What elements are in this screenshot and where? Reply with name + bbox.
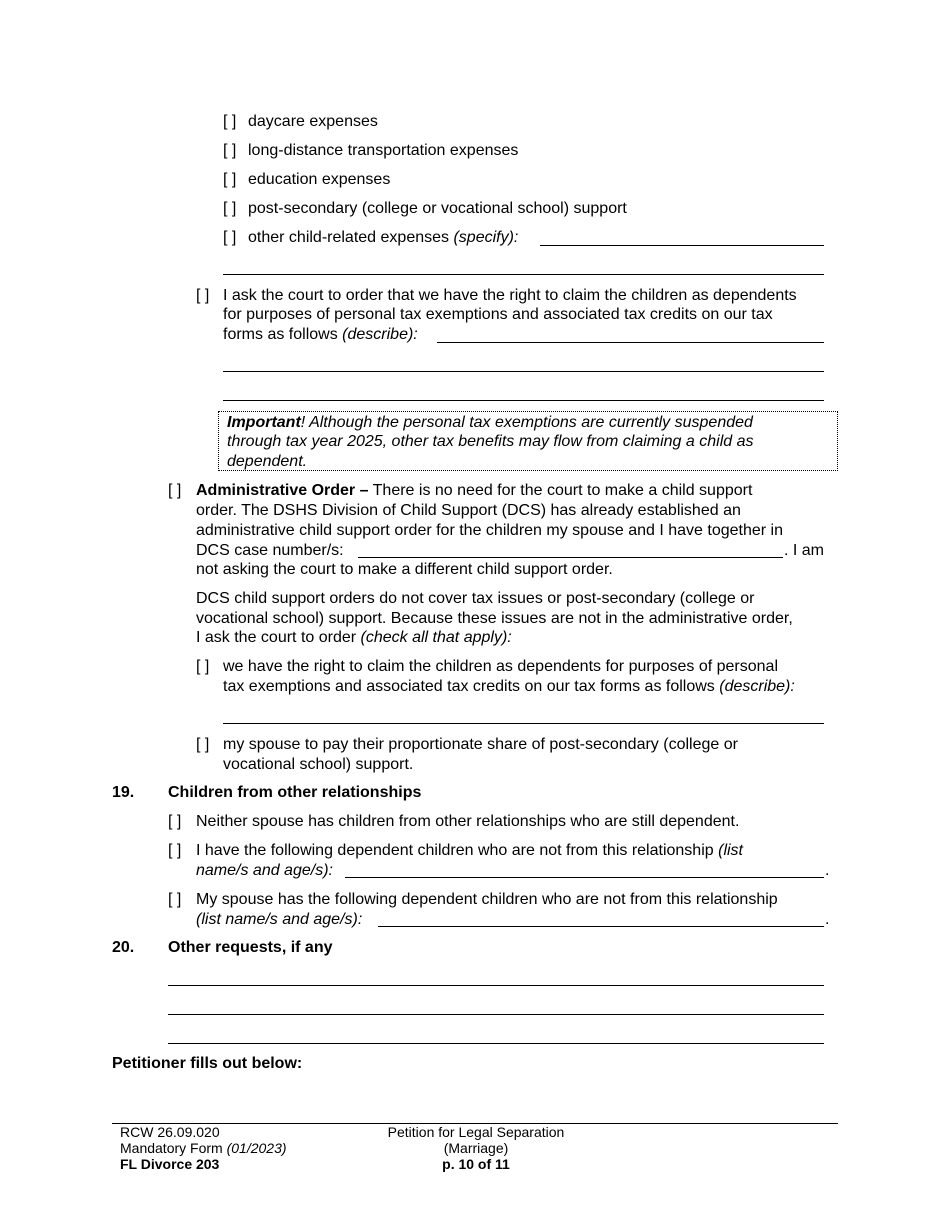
dcs-case-number-label: DCS case number/s: [196, 542, 344, 559]
dcs-para-line-2: vocational school) support. Because these issues are not in the administrative order, [196, 610, 793, 627]
section-20-title: Other requests, if any [168, 939, 333, 956]
daycare-expenses-label: daycare expenses [248, 113, 378, 130]
other-expenses-text: other child-related expenses [248, 229, 450, 246]
tax-claim-line-3-text: forms as follows [223, 326, 338, 343]
admin-order-line-1-text: There is no need for the court to make a child support [368, 482, 753, 499]
spouse-other-children-field[interactable] [378, 926, 824, 927]
footer-form-id: FL Divorce 203 [120, 1156, 220, 1172]
footer-title-line-1: Petition for Legal Separation [387, 1124, 565, 1140]
footer-form-date: (01/2023) [226, 1140, 287, 1156]
checkbox-admin-postsecondary[interactable]: [ ] [196, 736, 210, 753]
education-expenses-label: education expenses [248, 171, 391, 188]
checkbox-admin-order[interactable]: [ ] [168, 482, 182, 499]
list-hint-end: name/s and age/s): [196, 862, 333, 879]
important-line-1 [227, 413, 753, 432]
important-line-3: dependent. [227, 453, 308, 470]
petitioner-heading: Petitioner fills out below: [112, 1055, 303, 1072]
dcs-case-number-field[interactable] [358, 557, 783, 558]
specify-hint: (specify): [453, 229, 519, 246]
other-requests-line-2[interactable] [168, 1014, 824, 1015]
checkbox-no-other-children[interactable]: [ ] [168, 813, 182, 830]
checkbox-postsecondary[interactable]: [ ] [223, 200, 237, 217]
spouse-other-children-period: . [825, 911, 830, 928]
section-19-number: 19. [112, 784, 135, 801]
admin-tax-claim-line-1: we have the right to claim the children as dependents for purposes of personal [223, 658, 778, 675]
list-hint-start: (list [718, 842, 743, 859]
dcs-para-line-1: DCS child support orders do not cover tax issues or post-secondary (college or [196, 590, 755, 607]
tax-claim-line-1: I ask the court to order that we have the right to claim the children as dependents [223, 287, 797, 304]
section-20-number: 20. [112, 939, 135, 956]
important-note-box [218, 411, 838, 471]
important-line-2: through tax year 2025, other tax benefits may flow from claiming a child as [227, 433, 754, 450]
admin-describe-hint: (describe): [719, 678, 795, 695]
important-label: Important [227, 414, 301, 431]
other-expenses-fill-line[interactable] [540, 245, 824, 246]
checkbox-spouse-other-children[interactable]: [ ] [168, 891, 182, 908]
other-expenses-label [248, 228, 518, 247]
dcs-para-line-3-text: I ask the court to order [196, 629, 357, 646]
admin-postsecondary-line-1: my spouse to pay their proportionate share of post-secondary (college or [223, 736, 738, 753]
my-other-children-text: I have the following dependent children who are not from this relationship [196, 842, 714, 859]
checkbox-admin-tax-claim[interactable]: [ ] [196, 658, 210, 675]
my-other-children-period: . [825, 862, 830, 879]
admin-tax-claim-line-2 [223, 677, 795, 696]
admin-order-line-3: administrative child support order for the children my spouse and I have together in [196, 522, 783, 539]
dcs-para-line-3 [196, 628, 512, 647]
other-requests-line-1[interactable] [168, 985, 824, 986]
checkbox-my-other-children[interactable]: [ ] [168, 842, 182, 859]
footer-mandatory-form [120, 1140, 287, 1156]
spouse-other-children-line-2 [196, 910, 362, 929]
other-expenses-fill-line-2[interactable] [223, 274, 824, 275]
footer-mandatory-text: Mandatory Form [120, 1140, 223, 1156]
transport-expenses-label: long-distance transportation expenses [248, 142, 519, 159]
section-19-title: Children from other relationships [168, 784, 422, 801]
checkbox-other-expenses[interactable]: [ ] [223, 229, 237, 246]
admin-postsecondary-line-2: vocational school) support. [223, 756, 414, 773]
admin-order-line-4-end: . I am [784, 542, 825, 559]
my-other-children-field[interactable] [345, 877, 824, 878]
tax-claim-line-2: for purposes of personal tax exemptions and associated tax credits on our tax [223, 306, 773, 323]
postsecondary-support-label: post-secondary (college or vocational school) support [248, 200, 627, 217]
footer-rcw: RCW 26.09.020 [120, 1124, 220, 1140]
tax-claim-fill-line-3[interactable] [223, 400, 824, 401]
describe-hint: (describe): [342, 326, 418, 343]
footer-title-line-2: (Marriage) [443, 1140, 509, 1156]
footer-page-number: p. 10 of 11 [442, 1156, 510, 1172]
admin-order-line-2: order. The DSHS Division of Child Support (DCS) has already established an [196, 502, 741, 519]
admin-order-title: Administrative Order – [196, 482, 369, 499]
spouse-list-hint: (list name/s and age/s): [196, 911, 363, 928]
other-requests-line-3[interactable] [168, 1043, 824, 1044]
spouse-other-children-line-1: My spouse has the following dependent children who are not from this relationship [196, 891, 778, 908]
my-other-children-line-1 [196, 841, 743, 860]
admin-tax-claim-line-2-text: tax exemptions and associated tax credits on our tax forms as follows [223, 678, 715, 695]
tax-claim-fill-line-2[interactable] [223, 371, 824, 372]
checkbox-daycare[interactable]: [ ] [223, 113, 237, 130]
checkbox-education[interactable]: [ ] [223, 171, 237, 188]
checkbox-tax-claim[interactable]: [ ] [196, 287, 210, 304]
tax-claim-fill-line-1[interactable] [437, 342, 824, 343]
tax-claim-line-3 [223, 325, 418, 344]
admin-order-line-5: not asking the court to make a different child support order. [196, 561, 613, 578]
admin-order-line-1 [196, 481, 752, 500]
admin-tax-claim-fill-line[interactable] [223, 723, 824, 724]
important-line-1-text: ! Although the personal tax exemptions are currently suspended [300, 414, 753, 431]
check-all-hint: (check all that apply): [360, 629, 512, 646]
checkbox-transport[interactable]: [ ] [223, 142, 237, 159]
no-other-children-label: Neither spouse has children from other relationships who are still dependent. [196, 813, 740, 830]
my-other-children-line-2 [196, 861, 333, 880]
